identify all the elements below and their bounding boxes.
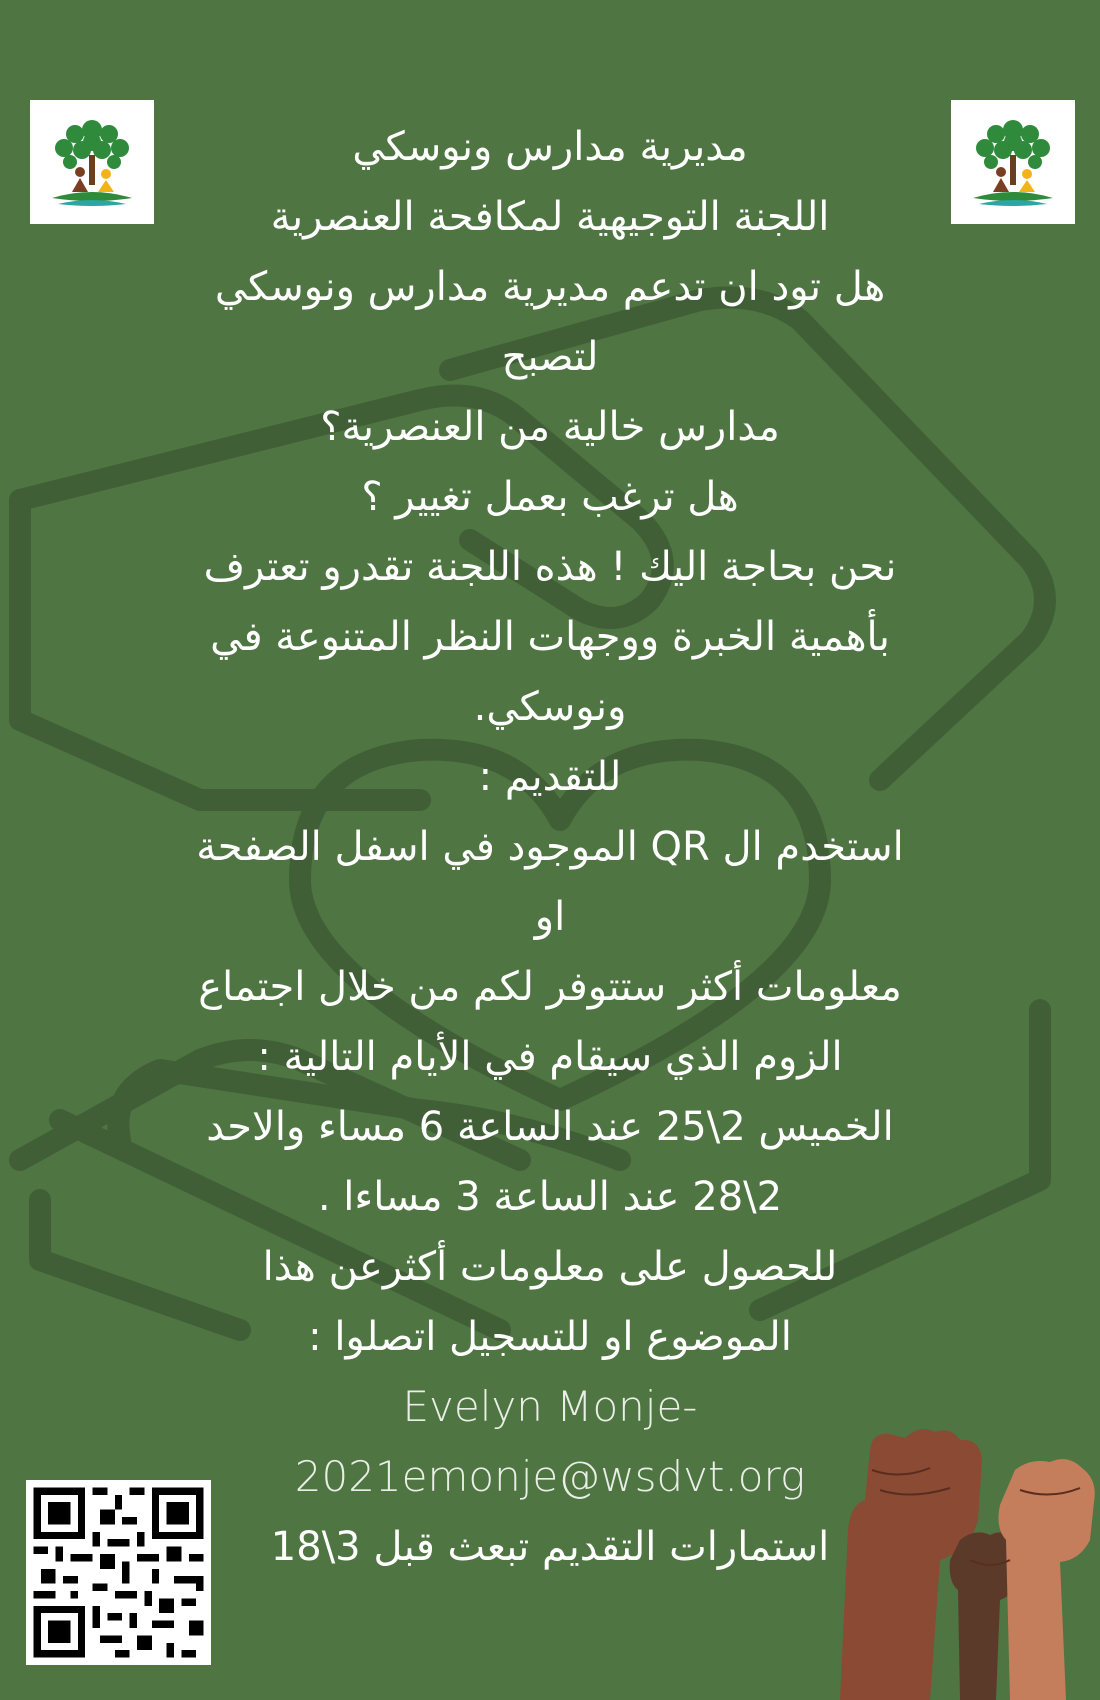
contact-name: Evelyn Monje-: [402, 1382, 698, 1431]
meeting-date-line-1: الخميس 2\25 عند الساعة 6 مساء والاحد: [206, 1104, 894, 1150]
contact-email[interactable]: 2021emonje@wsdvt.org: [294, 1452, 806, 1501]
meeting-date-line-2: 2\28 عند الساعة 3 مساءا .: [317, 1174, 783, 1220]
need-you-line-1: نحن بحاجة اليك ! هذه اللجنة تقدرو تعترف: [203, 544, 897, 590]
meeting-info-line-1: معلومات أكثر ستتوفر لكم من خلال اجتماع: [198, 964, 902, 1010]
question-line-1: هل تود ان تدعم مديرية مدارس ونوسكي: [214, 264, 886, 310]
meeting-info-line-2: الزوم الذي سيقام في الأيام التالية :: [257, 1034, 843, 1080]
apply-heading: للتقديم :: [478, 754, 622, 800]
flyer-text: [130, 112, 970, 1582]
deadline-text: استمارات التقديم تبعث قبل 3\18: [270, 1524, 830, 1570]
question-line-2: لتصبح: [501, 334, 599, 380]
qr-instruction: استخدم ال QR الموجود في اسفل الصفحة: [196, 824, 904, 870]
directorate-title: مديرية مدارس ونوسكي: [352, 124, 748, 170]
contact-info-line-1: للحصول على معلومات أكثرعن هذا: [262, 1244, 838, 1290]
raised-fists-illustration: [810, 1410, 1100, 1700]
qr-code[interactable]: [26, 1480, 211, 1665]
contact-info-line-2: الموضوع او للتسجيل اتصلوا :: [308, 1314, 792, 1360]
need-you-line-2: بأهمية الخبرة ووجهات النظر المتنوعة في: [210, 614, 890, 660]
change-question: هل ترغب بعمل تغيير ؟: [361, 474, 739, 520]
need-you-line-3: ونوسكي.: [473, 684, 627, 730]
question-line-3: مدارس خالية من العنصرية؟: [320, 404, 780, 450]
committee-title: اللجنة التوجيهية لمكافحة العنصرية: [270, 194, 830, 240]
or-text: او: [534, 894, 566, 940]
